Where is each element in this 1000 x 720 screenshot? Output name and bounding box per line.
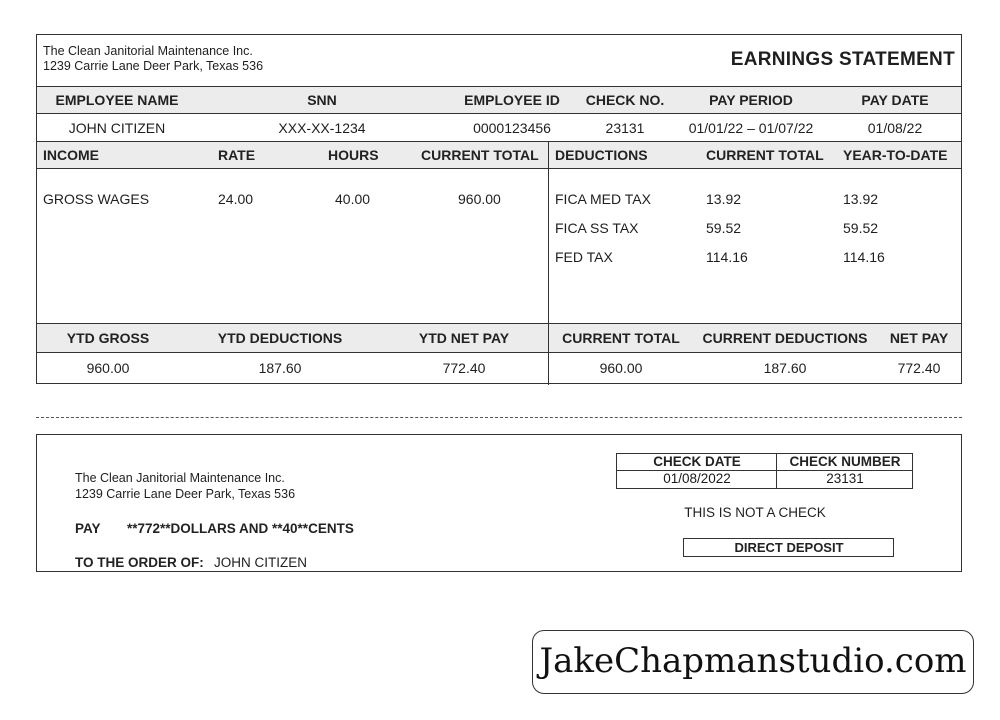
income-hours: 40.00 <box>335 191 371 207</box>
pay-date-header: PAY DATE <box>861 92 929 108</box>
check-company-address: 1239 Carrie Lane Deer Park, Texas 536 <box>75 487 296 501</box>
divider <box>37 86 961 87</box>
pay-period-header: PAY PERIOD <box>709 92 793 108</box>
company-address: 1239 Carrie Lane Deer Park, Texas 536 <box>43 59 264 73</box>
check-no-header: CHECK NO. <box>585 92 665 108</box>
employee-id-header: EMPLOYEE ID <box>464 92 560 108</box>
check-date-value: 01/08/2022 <box>663 471 731 486</box>
pay-amount: **772**DOLLARS AND **40**CENTS <box>127 521 354 536</box>
income-label: GROSS WAGES <box>43 191 150 207</box>
deduction-name: FED TAX <box>555 249 613 265</box>
divider <box>37 113 961 114</box>
direct-deposit-box <box>683 538 894 557</box>
net-pay: 772.40 <box>897 360 941 376</box>
ytd-gross-header: YTD GROSS <box>66 330 150 346</box>
direct-deposit-label: DIRECT DEPOSIT <box>734 540 844 555</box>
statement-title: EARNINGS STATEMENT <box>730 49 955 70</box>
income-rate: 24.00 <box>218 191 254 207</box>
employee-name: JOHN CITIZEN <box>68 120 166 136</box>
deduction-ytd: 59.52 <box>843 220 879 236</box>
pay-label: PAY <box>75 521 101 536</box>
pay-period: 01/01/22 – 01/07/22 <box>688 120 814 136</box>
deduction-name: FICA SS TAX <box>555 220 639 236</box>
deduction-current: 114.16 <box>706 249 748 265</box>
watermark-label: JakeChapmanstudio.com <box>532 630 974 694</box>
ssn-header: SNN <box>307 92 337 108</box>
column-divider <box>548 141 549 385</box>
ytd-net-pay-header: YTD NET PAY <box>418 330 510 346</box>
deduction-current: 13.92 <box>706 191 742 207</box>
perforation-line <box>36 417 962 418</box>
check-number-box <box>776 453 913 489</box>
net-pay-header: NET PAY <box>889 330 949 346</box>
income-current-total: 960.00 <box>458 191 501 207</box>
deductions-header: DEDUCTIONS <box>555 147 648 163</box>
employee-ssn: XXX-XX-1234 <box>278 120 366 136</box>
current-total-header: CURRENT TOTAL <box>562 330 680 346</box>
check-company-name: The Clean Janitorial Maintenance Inc. <box>75 471 285 485</box>
ytd-deductions-header: YTD DEDUCTIONS <box>217 330 343 346</box>
order-name: JOHN CITIZEN <box>214 555 307 570</box>
deductions-current-total-header: CURRENT TOTAL <box>706 147 824 163</box>
rate-header: RATE <box>218 147 256 163</box>
ytd-gross: 960.00 <box>86 360 130 376</box>
company-name: The Clean Janitorial Maintenance Inc. <box>43 44 253 58</box>
ytd-deductions: 187.60 <box>258 360 302 376</box>
deduction-name: FICA MED TAX <box>555 191 651 207</box>
current-deductions-header: CURRENT DEDUCTIONS <box>702 330 868 346</box>
ytd-net-pay: 772.40 <box>442 360 486 376</box>
not-a-check-notice: THIS IS NOT A CHECK <box>684 505 826 520</box>
check-date-label: CHECK DATE <box>653 454 741 469</box>
check-number-label: CHECK NUMBER <box>789 454 901 469</box>
divider <box>37 352 961 353</box>
hours-header: HOURS <box>328 147 379 163</box>
employee-id: 0000123456 <box>473 120 551 136</box>
check-date-box <box>616 453 777 489</box>
check-stub <box>36 434 962 572</box>
year-to-date-header: YEAR-TO-DATE <box>843 147 948 163</box>
income-current-total-header: CURRENT TOTAL <box>421 147 539 163</box>
deduction-current: 59.52 <box>706 220 742 236</box>
current-deductions: 187.60 <box>763 360 807 376</box>
current-total: 960.00 <box>599 360 643 376</box>
income-header: INCOME <box>43 147 99 163</box>
earnings-statement <box>36 34 962 384</box>
divider <box>37 141 961 142</box>
employee-name-header: EMPLOYEE NAME <box>55 92 179 108</box>
divider <box>37 323 961 324</box>
pay-date: 01/08/22 <box>867 120 923 136</box>
order-label: TO THE ORDER OF: <box>75 555 204 570</box>
check-number-value: 23131 <box>826 471 864 486</box>
divider <box>37 168 961 169</box>
deduction-ytd: 13.92 <box>843 191 879 207</box>
deduction-ytd: 114.16 <box>843 249 885 265</box>
check-no: 23131 <box>605 120 645 136</box>
